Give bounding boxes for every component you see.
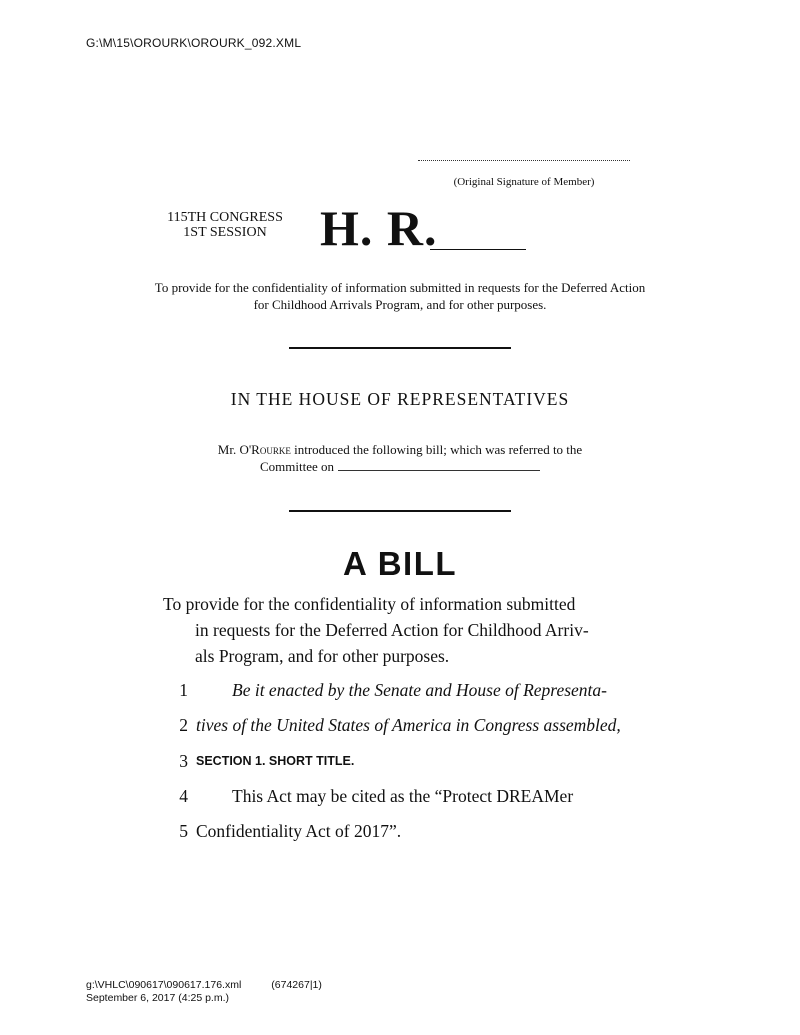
bill-line-5 — [160, 821, 640, 847]
introduction-line — [150, 442, 650, 458]
bill-line-4 — [160, 786, 640, 812]
line-number: 1 — [179, 680, 188, 700]
bill-number-blank — [430, 249, 526, 250]
congress-session-block — [150, 210, 300, 240]
enacting-clause-text: tives of the United States of America in Congress assembled, — [196, 715, 621, 735]
bill-heading: A BILL — [342, 545, 458, 582]
divider-rule — [289, 510, 511, 512]
section-text: Confidentiality Act of 2017”. — [196, 821, 402, 841]
footer-document-code: (674267|1) — [271, 979, 322, 991]
section-heading: SECTION 1. SHORT TITLE. — [196, 754, 355, 768]
sponsor-name: O'Rourke — [239, 442, 291, 457]
chamber-heading: IN THE HOUSE OF REPRESENTATIVES — [230, 389, 570, 409]
divider-rule — [289, 347, 511, 349]
signature-caption: (Original Signature of Member) — [453, 176, 595, 188]
bill-line-1 — [160, 680, 640, 706]
line-number: 5 — [179, 821, 188, 841]
file-path-header: G:\M\15\OROURK\OROURK_092.XML — [86, 36, 302, 50]
long-title-line: in requests for the Deferred Action for Childhood Arriv- — [195, 620, 589, 640]
line-number: 3 — [179, 751, 188, 771]
session-number: 1ST SESSION — [183, 225, 267, 240]
bill-line-3 — [160, 751, 640, 777]
committee-blank — [338, 469, 540, 471]
congress-number: 115TH CONGRESS — [167, 210, 283, 225]
long-title-line: als Program, and for other purposes. — [195, 646, 450, 666]
sponsor-prefix: Mr. — [217, 442, 240, 457]
footer-date: September 6, 2017 (4:25 p.m.) — [86, 992, 229, 1004]
introduction-text: introduced the following bill; which was referred to the — [290, 442, 583, 457]
committee-label: Committee on — [259, 459, 335, 474]
footer-file-line — [86, 979, 322, 991]
short-description: To provide for the confidentiality of information submitted in requests for the Deferred Action for Childhood Arrivals Program, and for other purposes. — [154, 280, 646, 312]
committee-line — [150, 459, 650, 475]
signature-line — [418, 160, 630, 161]
line-number: 4 — [179, 786, 188, 806]
footer-file-path: g:\VHLC\090617\090617.176.xml — [86, 979, 242, 991]
section-text: This Act may be cited as the “Protect DREAMer — [232, 786, 574, 806]
line-number: 2 — [179, 715, 188, 735]
long-title-line: To provide for the confidentiality of information submitted — [163, 594, 576, 614]
enacting-clause-text: Be it enacted by the Senate and House of Representa- — [232, 680, 607, 700]
bill-number-label: H. R. — [320, 200, 438, 256]
bill-line-2 — [160, 715, 640, 741]
